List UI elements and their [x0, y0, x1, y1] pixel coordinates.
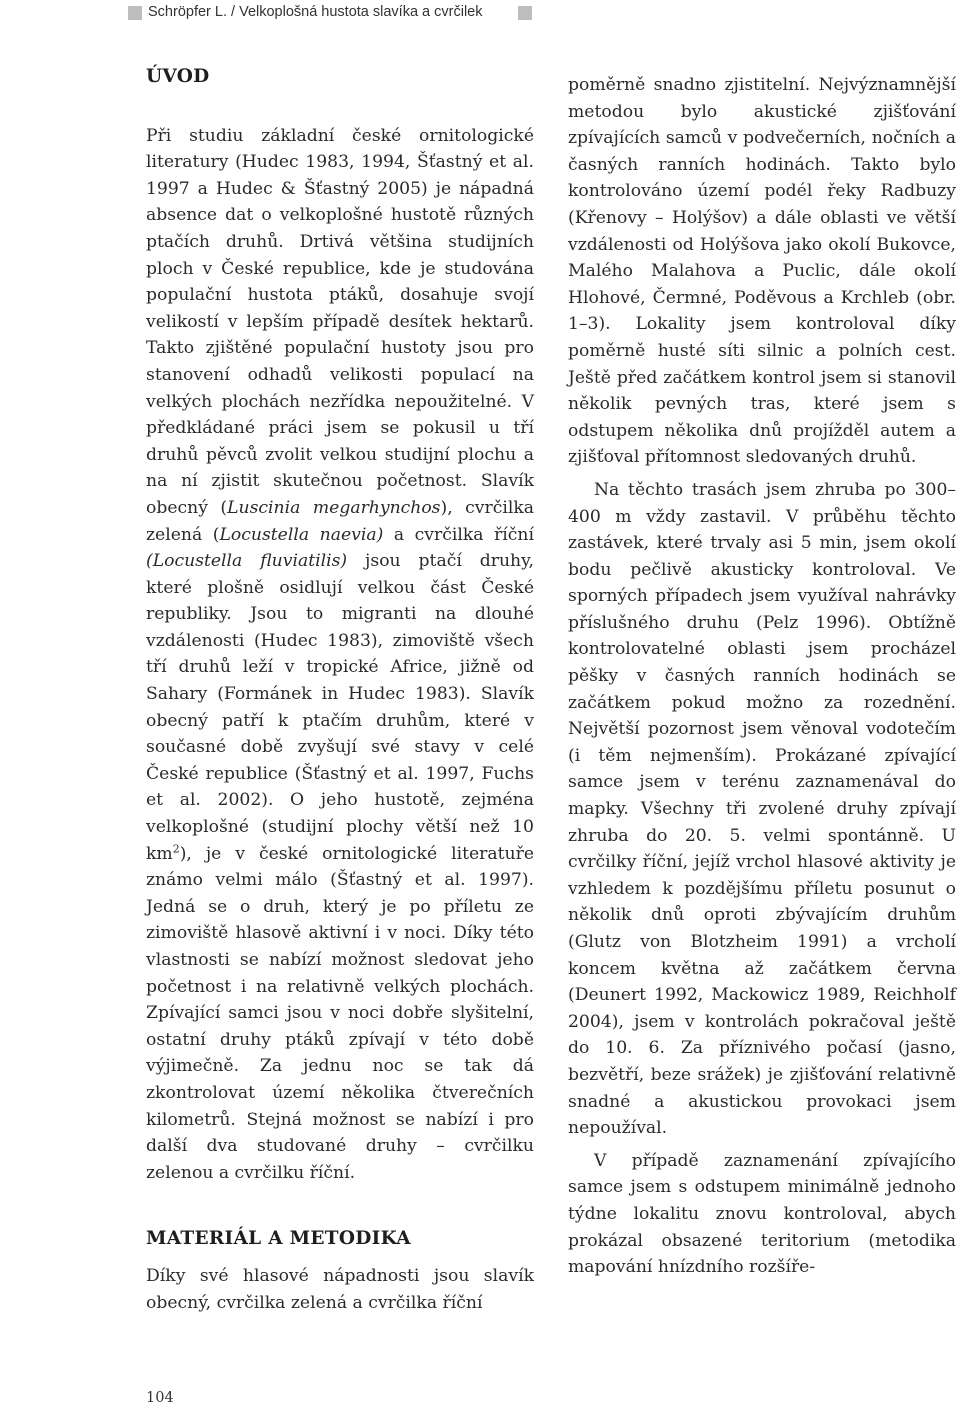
- superscript-two: 2: [172, 841, 180, 855]
- header-square-left: [128, 6, 142, 20]
- intro-text-e: ), je v české ornitologické literatuře známo velmi málo (Šťastný et al. 1997). Jedná se o druh, který je po příletu ze zimoviště hlasově aktivní i v noci. Díky této vlastnosti se nabízí možnost sledovat jeho početnost i na relativně velkých plochách. Zpívající samci jsou v noci dobře slyšitelní, ostatní druhy ptáků zpívají v této době výjimečně. Za jednu noc se tak dá zkontrolovat území několika čtverečních kilometrů. Stejná možnost se nabízí i pro další dva studované druhy – cvrčilku zelenou a cvrčilku říční.: [146, 843, 534, 1183]
- intro-heading: ÚVOD: [146, 66, 210, 87]
- running-header: [0, 0, 960, 28]
- intro-paragraph: [146, 123, 534, 1187]
- intro-text-a: Při studiu základní české ornitologické literatury (Hudec 1983, 1994, Šťastný et al. 1997 a Hudec & Šťastný 2005) je nápadná absence dat o velkoplošné hustotě různých ptačích druhů. Drtivá většina studijních ploch v České republice, kde je studována populační hustota ptáků, dosahuje svojí velikostí v lepším případě desítek hektarů. Takto zjištěné populační hustoty jsou pro stanovení odhadů velikosti populací na velkých plochách nezřídka nepoužitelné. V předkládané práci jsem se pokusil u tří druhů pěvců zvolit velkou studijní plochu a na ní zjistit skutečnou početnost. Slavík obecný (: [146, 125, 534, 518]
- intro-text-c: a cvrčilka říční: [383, 524, 534, 545]
- territory-paragraph: V případě zaznamenání zpívajícího samce jsem s odstupem minimálně jednoho týdne lokalitu znovu kontroloval, abych prokázal obsazené teritorium (metodika mapování hnízdního rozšíře-: [568, 1150, 956, 1278]
- intro-text-d: jsou ptačí druhy, které plošně osidlují velkou část České republiky. Jsou to migranti na dlouhé vzdálenosti (Hudec 1983), zimoviště všech tří druhů leží v tropické Africe, jižně od Sahary (Formánek in Hudec 1983). Slavík obecný patří k ptačím druhům, které v současné době zvyšují své stavy v celé České republice (Šťastný et al. 1997, Fuchs et al. 2002). O jeho hustotě, zejména velkoplošné (studijní plochy větší než 10 km: [146, 551, 534, 864]
- left-column: [146, 64, 534, 1316]
- methods-paragraph: Díky své hlasové nápadnosti jsou slavík obecný, cvrčilka zelená a cvrčilka říční: [146, 1265, 534, 1313]
- methods-continued-paragraph: poměrně snadno zjistitelní. Nejvýznamnější metodou bylo akustické zjišťování zpívajících samců v podvečerních, nočních a časných ranních hodinách. Takto bylo kontrolováno území podél řeky Radbuzy (Křenovy – Holýšov) a dále oblasti ve větší vzdálenosti od Holýšova jako okolí Bukovce, Malého Malahova a Puclic, dále okolí Hlohové, Čermné, Poděvous a Krchleb (obr. 1–3). Lokality jsem kontroloval díky poměrně husté síti silnic a polních cest. Ještě před začátkem kontrol jsem si stanovil několik pevných tras, které jsem s odstupem několika dnů projížděl autem a zjišťoval přítomnost sledovaných druhů.: [568, 75, 956, 468]
- species-name-nightingale: Luscinia megarhynchos: [227, 497, 441, 518]
- species-name-river-warbler: (Locustella fluviatilis): [146, 551, 348, 572]
- species-name-grasshopper-warbler: Locustella naevia): [219, 524, 384, 545]
- right-column: [568, 72, 956, 1281]
- page-number: 104: [146, 1390, 174, 1406]
- methods-heading: MATERIÁL A METODIKA: [146, 1228, 411, 1250]
- intro-text-b: ), cvrčilka zelená (: [146, 497, 534, 545]
- running-title: Schröpfer L. / Velkoplošná hustota slavíka a cvrčilek: [148, 4, 483, 20]
- header-square-right: [518, 6, 532, 20]
- routes-paragraph: Na těchto trasách jsem zhruba po 300–400 m vždy zastavil. V průběhu těchto zastávek, které trvaly asi 5 min, jsem okolí bodu pečlivě akusticky kontroloval. Ve sporných případech jsem využíval nahrávky příslušného druhu (Pelz 1996). Obtížně kontrolovatelné oblasti jsem procházel pěšky v časných ranních hodinách se začátkem pokud možno za rozednění. Největší pozornost jsem věnoval vodotečím (i těm nejmenším). Prokázané zpívající samce jsem v terénu zaznamenával do mapky. Všechny tři zvolené druhy zpívají zhruba do 20. 5. velmi spontánně. U cvrčilky říční, jejíž vrchol hlasové aktivity je vzhledem k pozdějšímu příletu posunut o několik dnů oproti zbývajícím druhům (Glutz von Blotzheim 1991) a vrcholí koncem května až začátkem června (Deunert 1992, Mackowicz 1989, Reichholf 2004), jsem v kontrolách pokračoval ještě do 10. 6. Za příznivého počasí (jasno, bezvětří, beze srážek) je zjišťování relativně snadné a akustickou provokaci jsem nepoužíval.: [568, 479, 956, 1139]
